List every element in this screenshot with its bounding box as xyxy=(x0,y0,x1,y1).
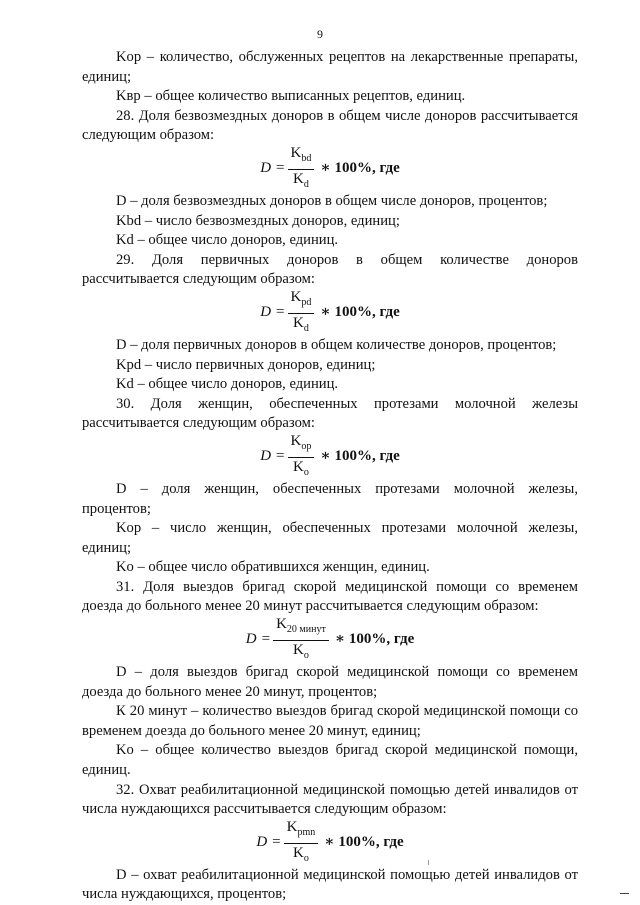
paragraph: D – доля выездов бригад скорой медицинской помощи со временем доезда до больного менее 20 минут, процентов; xyxy=(82,664,578,700)
numerator-subscript: pd xyxy=(301,296,312,308)
paragraph: D – доля первичных доноров в общем количестве доноров, процентов; xyxy=(116,336,557,353)
paragraph: Kpd – число первичных доноров, единиц; xyxy=(116,356,376,373)
paragraph: 30. Доля женщин, обеспеченных протезами молочной железы рассчитывается следующим образом: xyxy=(82,395,578,432)
denominator-base: K xyxy=(293,844,304,861)
fraction-numerator xyxy=(288,288,315,314)
numerator-base: K xyxy=(290,144,302,161)
denominator-base: K xyxy=(293,170,304,187)
formula-lhs: D xyxy=(260,448,272,465)
numerator-base: K xyxy=(276,616,287,633)
denominator-base: K xyxy=(293,314,304,331)
fraction-denominator xyxy=(290,170,312,194)
formula-fraction xyxy=(284,818,319,868)
formula-lhs: D xyxy=(245,631,257,648)
denominator-base: K xyxy=(293,642,304,659)
denominator-subscript: d xyxy=(303,322,309,334)
formula-rhs: ∗ 100%, где xyxy=(334,631,415,648)
denominator-base: K xyxy=(293,458,304,475)
page-number: 9 xyxy=(317,27,323,41)
fraction-numerator xyxy=(273,615,329,641)
paragraph: Kbd – число безвозмездных доноров, единиц; xyxy=(116,212,400,229)
numerator-base: K xyxy=(290,288,302,305)
numerator-subscript: 20 минут xyxy=(286,624,326,636)
formula-equals: = xyxy=(276,160,285,177)
formula-rhs: ∗ 100%, где xyxy=(320,160,400,177)
formula xyxy=(82,617,578,663)
formula xyxy=(82,146,578,192)
paragraph: D – охват реабилитационной медицинской помощью детей инвалидов от числа нуждающихся, процентов; xyxy=(82,866,578,903)
formula-rhs: ∗ 100%, где xyxy=(320,304,400,321)
paragraph: 32. Охват реабилитационной медицинской помощью детей инвалидов от числа нуждающихся рассчитывается следующим образом: xyxy=(82,781,578,818)
fraction-numerator xyxy=(288,432,315,458)
fraction-denominator xyxy=(290,314,312,338)
scan-speck xyxy=(428,860,429,865)
paragraph: К 20 минут – количество выездов бригад скорой медицинской помощи со временем доезда до больного менее 20 минут, единиц; xyxy=(82,703,578,739)
numerator-subscript: bd xyxy=(301,152,312,164)
paragraph: Kор – количество, обслуженных рецептов на лекарственные препараты, единиц; xyxy=(82,49,578,85)
paragraph: Kd – общее число доноров, единиц. xyxy=(116,376,339,393)
formula-fraction xyxy=(288,432,315,482)
paragraph: 29. Доля первичных доноров в общем количестве доноров рассчитывается следующим образом: xyxy=(82,251,578,288)
formula xyxy=(82,290,578,336)
paragraph: Kо – общее количество выездов бригад скорой медицинской помощи, единиц. xyxy=(82,742,578,779)
denominator-subscript: o xyxy=(303,466,309,478)
numerator-subscript: op xyxy=(301,440,312,452)
denominator-subscript: o xyxy=(303,852,309,864)
numerator-base: K xyxy=(290,432,302,449)
formula-rhs: ∗ 100%, где xyxy=(320,448,400,465)
paragraph: 28. Доля безвозмездных доноров в общем числе доноров рассчитывается следующим образом: xyxy=(82,107,578,144)
fraction-denominator xyxy=(290,458,312,482)
paragraph: Kвр – общее количество выписанных рецептов, единиц. xyxy=(116,88,466,105)
formula-lhs: D xyxy=(260,304,272,321)
scan-dash xyxy=(620,893,629,894)
denominator-subscript: d xyxy=(303,178,309,190)
paragraph: Kо – общее число обратившихся женщин, единиц. xyxy=(116,559,430,576)
fraction-numerator xyxy=(284,818,319,844)
denominator-subscript: o xyxy=(303,650,309,662)
formula-fraction xyxy=(288,288,315,338)
fraction-denominator xyxy=(290,844,312,868)
fraction-numerator xyxy=(288,144,315,170)
fraction-denominator xyxy=(290,641,312,665)
formula-equals: = xyxy=(261,631,271,648)
numerator-base: K xyxy=(286,818,298,835)
formula-fraction xyxy=(288,144,315,194)
formula-equals: = xyxy=(272,834,281,851)
formula xyxy=(82,434,578,480)
numerator-subscript: pmn xyxy=(297,826,316,838)
paragraph: D – доля женщин, обеспеченных протезами молочной железы, процентов; xyxy=(82,480,578,517)
formula-equals: = xyxy=(276,448,285,465)
formula-lhs: D xyxy=(260,160,272,177)
formula-equals: = xyxy=(276,304,285,321)
document-body xyxy=(82,48,578,905)
formula-fraction xyxy=(273,615,329,665)
paragraph: D – доля безвозмездных доноров в общем числе доноров, процентов; xyxy=(116,192,548,209)
formula-rhs: ∗ 100%, где xyxy=(324,834,404,851)
paragraph: Kd – общее число доноров, единиц. xyxy=(116,232,339,249)
formula-lhs: D xyxy=(256,834,268,851)
paragraph: Kор – число женщин, обеспеченных протезами молочной железы, единиц; xyxy=(82,520,578,556)
paragraph: 31. Доля выездов бригад скорой медицинской помощи со временем доезда до больного менее 20 минут рассчитывается следующим образом: xyxy=(82,578,578,615)
formula xyxy=(82,820,578,866)
